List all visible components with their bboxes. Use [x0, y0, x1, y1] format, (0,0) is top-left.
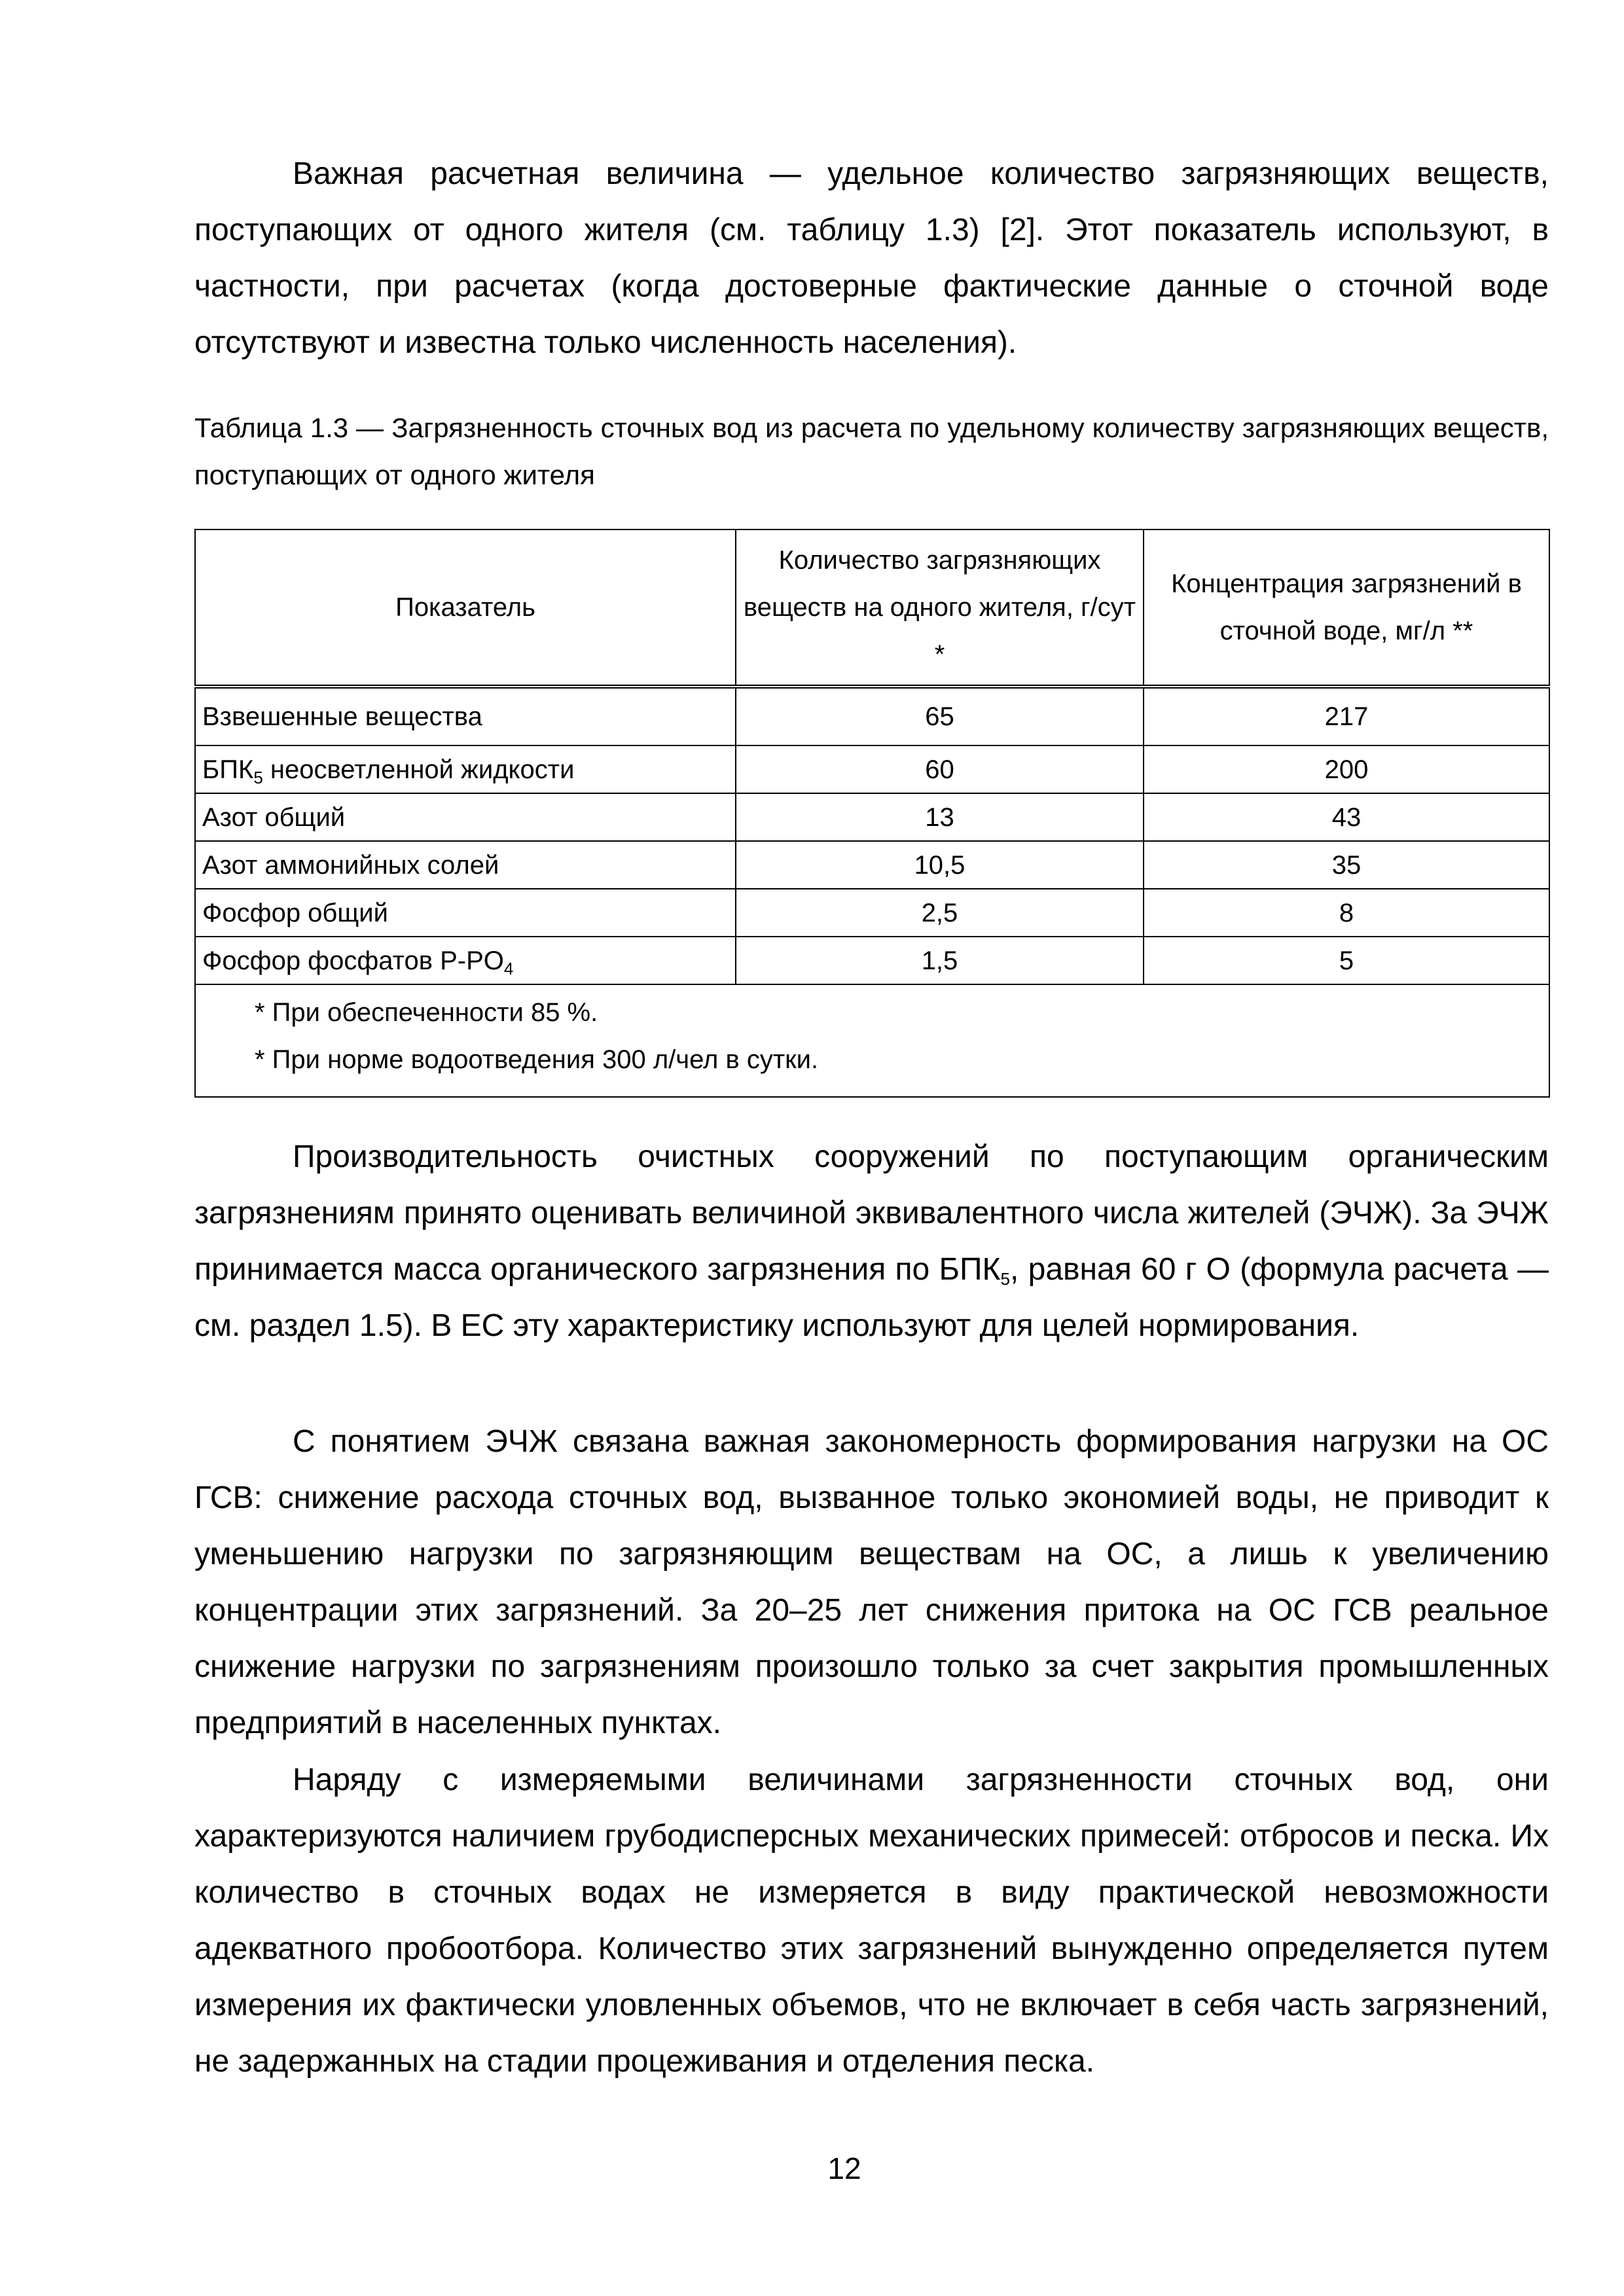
- row-name: Фосфор общий: [195, 889, 736, 937]
- row-concentration: 35: [1144, 841, 1549, 889]
- pollution-table: [194, 529, 1550, 1098]
- header-per-person: Количество загрязняющих веществ на одного жителя, г/сут *: [736, 529, 1144, 687]
- row-concentration: 8: [1144, 889, 1549, 937]
- table-note: * При обеспеченности 85 %.: [255, 998, 598, 1027]
- row-name: Взвешенные вещества: [195, 687, 736, 745]
- table-row: [195, 937, 1549, 984]
- table-notes-row: [195, 984, 1549, 1097]
- page-number: 12: [827, 2151, 861, 2185]
- table-caption: Таблица 1.3 — Загрязненность сточных вод из расчета по удельному количеству загрязняющих веществ, поступающих от одного жителя: [194, 412, 1549, 490]
- row-per-person: 13: [736, 793, 1144, 841]
- row-name: Азот аммонийных солей: [195, 841, 736, 889]
- table-row: [195, 745, 1549, 793]
- paragraph-2: Производительность очистных сооружений по поступающим органическим загрязнениям принято оценивать величиной эквивалентного числа жителей (ЭЧЖ). За ЭЧЖ принимается масса органического загрязнения по $БПК_5$, равная 60 г О (формула расчета — см. раздел 1.5). В ЕС эту характеристику используют для целей нормирования.: [194, 1139, 1549, 1343]
- row-name: Фосфор фосфатов $P-PO_4$: [195, 937, 736, 984]
- header-concentration: Концентрация загрязнений в сточной воде, мг/л **: [1144, 529, 1549, 687]
- row-concentration: 200: [1144, 745, 1549, 793]
- row-per-person: 2,5: [736, 889, 1144, 937]
- table-row: [195, 793, 1549, 841]
- row-per-person: 1,5: [736, 937, 1144, 984]
- table-note: * При норме водоотведения 300 л/чел в сутки.: [255, 1045, 819, 1074]
- paragraph-3: С понятием ЭЧЖ связана важная закономерность формирования нагрузки на ОС ГСВ: снижение расхода сточных вод, вызванное только экономией воды, не приводит к уменьшению нагрузки по загрязняющим веществам на ОС, а лишь к увеличению концентрации этих загрязнений. За 20–25 лет снижения притока на ОС ГСВ реальное снижение нагрузки по загрязнениям произошло только за счет закрытия промышленных предприятий в населенных пунктах.: [194, 1424, 1549, 1740]
- row-per-person: 60: [736, 745, 1144, 793]
- row-concentration: 5: [1144, 937, 1549, 984]
- table-header-row: [195, 529, 1549, 687]
- paragraph-4: Наряду с измеряемыми величинами загрязненности сточных вод, они характеризуются наличием грубодисперсных механических примесей: отбросов и песка. Их количество в сточных водах не измеряется в виду практической невозможности адекватного пробоотбора. Количество этих загрязнений вынужденно определяется путем измерения их фактически уловленных объемов, что не включает в себя часть загрязнений, не задержанных на стадии процеживания и отделения песка.: [194, 1763, 1549, 2079]
- header-indicator: Показатель: [195, 529, 736, 687]
- table-row: [195, 687, 1549, 745]
- paragraph-1: Важная расчетная величина — удельное количество загрязняющих веществ, поступающих от одного жителя (см. таблицу 1.3) [2]. Этот показатель используют, в частности, при расчетах (когда достоверные фактические данные о сточной воде отсутствуют и известна только численность населения).: [194, 156, 1549, 360]
- row-concentration: 217: [1144, 687, 1549, 745]
- row-per-person: 65: [736, 687, 1144, 745]
- table-row: [195, 889, 1549, 937]
- row-name: $БПК_5$ неосветленной жидкости: [195, 745, 736, 793]
- row-name: Азот общий: [195, 793, 736, 841]
- row-concentration: 43: [1144, 793, 1549, 841]
- table-notes: [195, 984, 1549, 1097]
- table-row: [195, 841, 1549, 889]
- row-per-person: 10,5: [736, 841, 1144, 889]
